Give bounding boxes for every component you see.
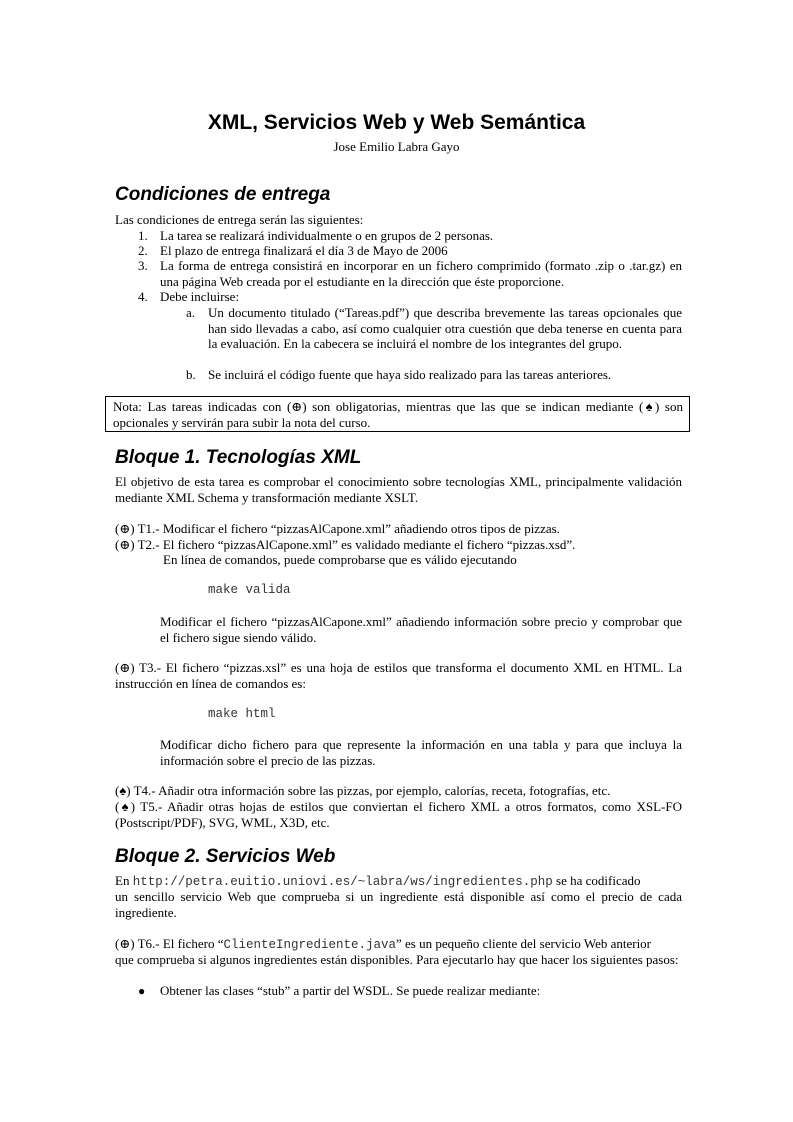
note-box (105, 396, 690, 432)
sublist-item-letter: a. (186, 305, 196, 320)
service-url: http://petra.euitio.uniovi.es/~labra/ws/ingredientes.php (132, 875, 553, 889)
task-t6-line1 (115, 936, 651, 954)
list-item-text: Debe incluirse: (160, 289, 240, 304)
bloque1-intro: El objetivo de esta tarea es comprobar el conocimiento sobre tecnologías XML, principalmente validación mediante XML Schema y transformación mediante XSLT. (115, 474, 682, 505)
code-make-html: make html (208, 707, 276, 721)
task-t6-line2: que comprueba si algunos ingredientes están disponibles. Para ejecutarlo hay que hacer los siguientes pasos: (115, 952, 679, 967)
sublist-item-text: Se incluirá el código fuente que haya sido realizado para las tareas anteriores. (208, 367, 612, 382)
bullet-text: Obtener las clases “stub” a partir del WSDL. Se puede realizar mediante: (160, 983, 541, 998)
task-t2: (⊕) T2.- El fichero “pizzasAlCapone.xml” es validado mediante el fichero “pizzas.xsd”. (115, 537, 576, 552)
section-heading-bloque1: Bloque 1. Tecnologías XML (115, 447, 362, 468)
section-heading-bloque2: Bloque 2. Servicios Web (115, 846, 336, 867)
list-item-number: 3. (138, 258, 148, 273)
sublist-item-text: Un documento titulado (“Tareas.pdf”) que describa brevemente las tareas opcionales que han sido llevadas a cabo, así como cualquier otra cuestión que deba tenerse en cuenta para la evaluación. En la cabecera se incluirá el nombre de los integrantes del grupo. (208, 305, 682, 351)
task-t4: (♠) T4.- Añadir otra información sobre las pizzas, por ejemplo, calorías, receta, fotografías, etc. (115, 783, 611, 798)
t6-prefix: (⊕) T6.- El fichero “ (115, 936, 224, 951)
list-item-text: El plazo de entrega finalizará el día 3 de Mayo de 2006 (160, 243, 448, 258)
intro-prefix: En (115, 873, 133, 888)
t6-suffix: ” es un pequeño cliente del servicio Web anterior (396, 936, 652, 951)
intro-suffix: se ha codificado (552, 873, 641, 888)
list-item-number: 2. (138, 243, 148, 258)
condiciones-intro: Las condiciones de entrega serán las siguientes: (115, 212, 364, 227)
task-t2-description: Modificar el fichero “pizzasAlCapone.xml” añadiendo información sobre precio y comprobar que el fichero sigue siendo válido. (160, 614, 682, 645)
bloque2-intro-line2: un sencillo servicio Web que comprueba si un ingrediente está disponible así como el precio de cada ingrediente. (115, 889, 682, 920)
document-title: XML, Servicios Web y Web Semántica (207, 111, 586, 134)
task-t1: (⊕) T1.- Modificar el fichero “pizzasAlCapone.xml” añadiendo otros tipos de pizzas. (115, 521, 560, 536)
task-t3: (⊕) T3.- El fichero “pizzas.xsl” es una hoja de estilos que transforma el documento XML en HTML. La instrucción en línea de comandos es: (115, 660, 682, 691)
list-item-number: 1. (138, 228, 148, 243)
task-t2-command-intro: En línea de comandos, puede comprobarse que es válido ejecutando (163, 552, 517, 567)
bullet-icon: ● (138, 984, 146, 998)
task-t3-description: Modificar dicho fichero para que represente la información en una tabla y para que incluya la información sobre el precio de las pizzas. (160, 737, 682, 768)
code-make-valida: make valida (208, 583, 291, 597)
list-item-text: La tarea se realizará individualmente o en grupos de 2 personas. (160, 228, 494, 243)
list-item-text: La forma de entrega consistirá en incorporar en un fichero comprimido (formato .zip o .tar.gz) en una página Web creada por el estudiante en la dirección que éste proporcione. (160, 258, 682, 289)
section-heading-condiciones: Condiciones de entrega (115, 184, 331, 205)
note-text: Nota: Las tareas indicadas con (⊕) son obligatorias, mientras que las que se indican mediante (♠) son opcionales y servirán para subir la nota del curso. (113, 399, 683, 430)
task-t5: (♠) T5.- Añadir otras hojas de estilos que conviertan el fichero XML a otros formatos, como XSL-FO (Postscript/PDF), SVG, WML, X3D, etc. (115, 799, 682, 830)
sublist-item-letter: b. (186, 367, 196, 382)
author-name: Jose Emilio Labra Gayo (333, 139, 460, 154)
t6-filename: ClienteIngrediente.java (223, 938, 396, 952)
list-item-number: 4. (138, 289, 148, 304)
bloque2-intro-line1 (115, 873, 641, 891)
